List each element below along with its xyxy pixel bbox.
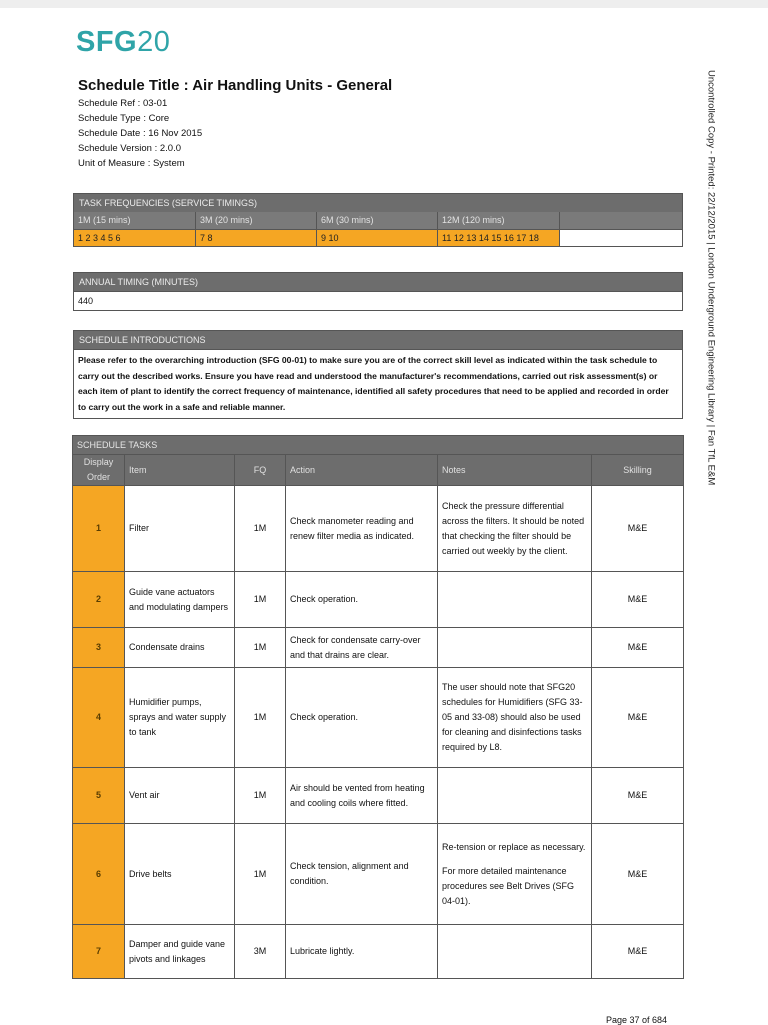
unit-of-measure: Unit of Measure : System [78,158,185,169]
task-item: Drive belts [125,824,235,925]
schedule-type: Schedule Type : Core [78,113,170,124]
frequency-task-list: 7 8 [196,229,317,246]
task-action: Lubricate lightly. [286,925,438,979]
task-skilling: M&E [592,768,684,824]
task-order: 2 [73,572,125,628]
schedule-introductions-section [73,330,683,419]
frequency-labels-row [74,212,682,229]
task-notes: The user should note that SFG20 schedules for Humidifiers (SFG 33-05 and 33-08) should also be used for cleaning and disinfections tasks required by L8. [438,668,592,768]
table-row [73,824,684,925]
task-frequency: 3M [235,925,286,979]
uncontrolled-copy-note: Uncontrolled Copy - Printed: 22/12/2015 | London Underground Engineering Library | Fan TfL E&M [705,70,717,486]
task-notes [438,628,592,668]
task-notes-line: Re-tension or replace as necessary. [442,841,586,852]
frequency-task-list: 1 2 3 4 5 6 [74,229,196,246]
task-skilling: M&E [592,824,684,925]
frequency-label-empty [560,212,682,229]
table-row [73,768,684,824]
schedule-version: Schedule Version : 2.0.0 [78,143,181,154]
task-item: Condensate drains [125,628,235,668]
task-skilling: M&E [592,486,684,572]
schedule-introductions-heading: SCHEDULE INTRODUCTIONS [74,331,682,349]
table-row [73,486,684,572]
column-header-display-order: Display Order [73,455,125,486]
task-frequency: 1M [235,668,286,768]
schedule-tasks-heading-row [73,436,684,455]
task-skilling: M&E [592,925,684,979]
task-item: Vent air [125,768,235,824]
task-notes-line: For more detailed maintenance procedures see Belt Drives (SFG 04-01). [442,865,575,906]
task-notes [438,824,592,925]
task-item: Filter [125,486,235,572]
task-notes [438,486,592,572]
task-action: Check for condensate carry-over and that drains are clear. [286,628,438,668]
schedule-date: Schedule Date : 16 Nov 2015 [78,128,203,139]
column-header-fq: FQ [235,455,286,486]
schedule-ref: Schedule Ref : 03-01 [78,98,168,109]
task-skilling: M&E [592,628,684,668]
task-order: 6 [73,824,125,925]
annual-timing-section [73,272,683,311]
task-order: 4 [73,668,125,768]
task-item: Damper and guide vane pivots and linkages [125,925,235,979]
schedule-tasks-table [72,435,684,979]
task-notes-line: Check the pressure differential across the filters. [442,500,564,526]
task-action: Check tension, alignment and condition. [286,824,438,925]
schedule-title: Schedule Title : Air Handling Units - General [78,77,393,94]
task-order: 7 [73,925,125,979]
task-order: 5 [73,768,125,824]
table-header-row [73,455,684,486]
annual-timing-value: 440 [74,291,682,310]
task-order: 3 [73,628,125,668]
table-row [73,628,684,668]
task-frequency: 1M [235,628,286,668]
table-row [73,572,684,628]
scan-top-edge [0,0,768,8]
task-frequencies-section [73,193,683,247]
schedule-metadata [78,96,202,171]
task-action: Check operation. [286,668,438,768]
notes-spacer [442,855,587,864]
schedule-introductions-text: Please refer to the overarching introduction (SFG 00-01) to make sure you are of the correct skill level as indicated within the task schedule to carry out the described works. Ensure you have read and understood the manufacturer's recommendations, carried out risk assessment(s) or each item of plant to identify the correct frequency of maintenance, identified all safety procedures that need to be applied and recorded in order to carry out the work in a safe and reliable manner. [74,349,682,418]
frequency-label: 12M (120 mins) [438,212,560,229]
task-skilling: M&E [592,668,684,768]
column-header-notes: Notes [438,455,592,486]
task-frequencies-heading: TASK FREQUENCIES (SERVICE TIMINGS) [74,194,682,212]
column-header-action: Action [286,455,438,486]
schedule-tasks-heading: SCHEDULE TASKS [73,436,684,455]
task-item: Humidifier pumps, sprays and water supply to tank [125,668,235,768]
task-notes [438,925,592,979]
task-action: Air should be vented from heating and cooling coils where fitted. [286,768,438,824]
task-order: 1 [73,486,125,572]
task-frequency: 1M [235,824,286,925]
table-row [73,668,684,768]
task-item: Guide vane actuators and modulating dampers [125,572,235,628]
frequency-task-list: 11 12 13 14 15 16 17 18 [438,229,560,246]
task-notes-line: It should be noted that checking the filter should be carried out weekly by the client. [442,515,585,556]
task-frequency: 1M [235,572,286,628]
column-header-skilling: Skilling [592,455,684,486]
table-row [73,925,684,979]
task-notes [438,768,592,824]
sfg20-logo: SFG20 [76,26,171,58]
frequency-task-list: 9 10 [317,229,438,246]
page-number: Page 37 of 684 [606,1015,668,1025]
annual-timing-heading: ANNUAL TIMING (MINUTES) [74,273,682,291]
task-action: Check manometer reading and renew filter media as indicated. [286,486,438,572]
task-skilling: M&E [592,572,684,628]
task-frequency: 1M [235,486,286,572]
frequency-task-list-empty [560,229,682,246]
task-action: Check operation. [286,572,438,628]
frequency-label: 1M (15 mins) [74,212,196,229]
column-header-item: Item [125,455,235,486]
frequency-label: 6M (30 mins) [317,212,438,229]
task-notes [438,572,592,628]
frequency-label: 3M (20 mins) [196,212,317,229]
frequency-tasks-row [74,229,682,246]
task-frequency: 1M [235,768,286,824]
